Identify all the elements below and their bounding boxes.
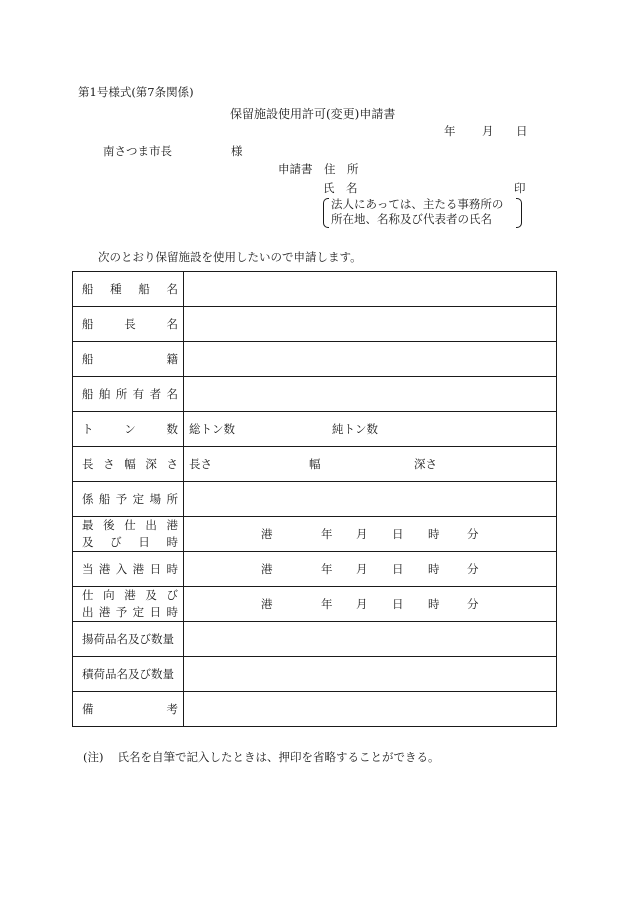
row-label-char: 長 bbox=[124, 316, 136, 331]
date-day: 日 bbox=[516, 124, 528, 138]
row-label-char: 船 bbox=[82, 316, 94, 331]
row-label-char: 備 bbox=[82, 701, 94, 716]
row-label-char: 船 bbox=[82, 281, 94, 296]
corporate-note-line-1: 法人にあっては、主たる事務所の bbox=[331, 197, 504, 211]
table-row bbox=[73, 517, 557, 552]
row-label-line bbox=[82, 491, 178, 508]
row-value-field[interactable] bbox=[184, 412, 557, 447]
row-value-label: 港 bbox=[261, 562, 273, 576]
corporate-note bbox=[323, 197, 503, 227]
row-value-label: 年 bbox=[321, 597, 333, 611]
row-value-field[interactable] bbox=[184, 307, 557, 342]
row-label-char: び bbox=[110, 535, 122, 549]
row-label-line bbox=[82, 534, 178, 551]
row-value-label: 年 bbox=[321, 562, 333, 576]
addressee-name: 南さつま市長 bbox=[103, 144, 172, 158]
row-label-char: 出 bbox=[145, 518, 157, 532]
row-value-label: 分 bbox=[467, 597, 479, 611]
row-label-char: 定 bbox=[132, 605, 145, 619]
row-value-label: 時 bbox=[428, 527, 440, 541]
row-value-label: 月 bbox=[356, 527, 368, 541]
row-label-line bbox=[82, 456, 178, 473]
application-table bbox=[72, 271, 557, 727]
row-value-field[interactable] bbox=[184, 377, 557, 412]
form-number: 第1号様式(第7条関係) bbox=[78, 85, 194, 99]
row-value-label: 年 bbox=[321, 527, 333, 541]
applicant-address-label: 申請書 住 所 bbox=[278, 162, 359, 176]
row-label-line bbox=[82, 561, 178, 578]
applicant-name-label: 氏 名 bbox=[323, 181, 358, 195]
row-label-line bbox=[82, 604, 178, 621]
table-row bbox=[73, 412, 557, 447]
row-label-char: 場 bbox=[149, 491, 162, 506]
row-label-char: 入 bbox=[115, 561, 128, 576]
row-label-char: 予 bbox=[115, 491, 128, 506]
table-row bbox=[73, 377, 557, 412]
row-label-line bbox=[82, 666, 178, 683]
row-label-char: さ bbox=[166, 456, 178, 471]
row-label-char: 時 bbox=[166, 605, 178, 619]
row-label bbox=[73, 657, 184, 692]
row-label-char: 仕 bbox=[124, 518, 136, 532]
row-value-field[interactable] bbox=[184, 657, 557, 692]
table-row bbox=[73, 587, 557, 622]
row-label bbox=[73, 552, 184, 587]
row-label-char: 舶 bbox=[98, 386, 111, 401]
row-value-field[interactable] bbox=[184, 587, 557, 622]
row-label-char: 出 bbox=[82, 605, 94, 619]
row-label-char: 名 bbox=[166, 316, 178, 331]
row-label-char: 仕 bbox=[82, 588, 94, 602]
footnote-text: 氏名を自筆で記入したときは、押印を省略することができる。 bbox=[117, 750, 440, 764]
row-value-label: 月 bbox=[356, 597, 368, 611]
row-value-field[interactable] bbox=[184, 552, 557, 587]
row-label-char: 定 bbox=[132, 491, 145, 506]
table-row bbox=[73, 342, 557, 377]
row-label-char: 予 bbox=[115, 605, 128, 619]
corporate-note-line-2: 所在地、名称及び代表者の氏名 bbox=[331, 212, 492, 226]
row-value-label: 時 bbox=[428, 562, 440, 576]
table-row bbox=[73, 692, 557, 727]
row-value-label: 日 bbox=[392, 597, 404, 611]
row-label-char: 船 bbox=[82, 351, 94, 366]
row-label-line bbox=[82, 701, 178, 718]
row-label-char: 港 bbox=[166, 518, 178, 532]
table-row bbox=[73, 552, 557, 587]
row-label-line bbox=[82, 281, 178, 298]
row-label-char: ト bbox=[82, 421, 94, 436]
row-label-char: 揚荷品名及び数量 bbox=[82, 631, 174, 646]
row-label bbox=[73, 622, 184, 657]
row-label-char: 幅 bbox=[124, 456, 136, 471]
row-value-label: 長さ bbox=[189, 457, 212, 471]
row-label-char: 名 bbox=[166, 281, 178, 296]
row-value-label: 日 bbox=[392, 527, 404, 541]
row-label-char: 日 bbox=[149, 605, 162, 619]
row-label bbox=[73, 307, 184, 342]
row-label-char: さ bbox=[103, 456, 115, 471]
row-value-label: 深さ bbox=[414, 457, 437, 471]
row-value-label: 純トン数 bbox=[332, 422, 378, 436]
table-row bbox=[73, 272, 557, 307]
row-value-label: 日 bbox=[392, 562, 404, 576]
row-label-char: 港 bbox=[98, 561, 111, 576]
row-value-field[interactable] bbox=[184, 622, 557, 657]
row-label-char: 数 bbox=[166, 421, 178, 436]
bracket-left bbox=[323, 198, 329, 228]
row-value-field[interactable] bbox=[184, 517, 557, 552]
row-label-line bbox=[82, 316, 178, 333]
row-value-field[interactable] bbox=[184, 692, 557, 727]
row-value-field[interactable] bbox=[184, 342, 557, 377]
addressee bbox=[103, 143, 243, 159]
row-label-line bbox=[82, 631, 178, 648]
row-value-label: 分 bbox=[467, 562, 479, 576]
row-label-char: 港 bbox=[132, 561, 145, 576]
row-label-char: 深 bbox=[145, 456, 157, 471]
row-label-char: 港 bbox=[98, 605, 111, 619]
row-label bbox=[73, 377, 184, 412]
row-label bbox=[73, 272, 184, 307]
row-label-char: 長 bbox=[82, 456, 94, 471]
row-value-label: 港 bbox=[261, 597, 273, 611]
intro-text: 次のとおり保留施設を使用したいので申請します。 bbox=[98, 250, 362, 264]
table-row bbox=[73, 482, 557, 517]
row-label-char: 最 bbox=[82, 518, 94, 532]
document-title: 保留施設使用許可(変更)申請書 bbox=[230, 107, 396, 121]
row-label-line bbox=[82, 587, 178, 604]
table-row bbox=[73, 307, 557, 342]
date-year: 年 bbox=[444, 124, 456, 138]
row-label-char: び bbox=[166, 588, 178, 602]
row-label-line bbox=[82, 517, 178, 534]
row-label-char: 及 bbox=[82, 535, 94, 549]
row-label-char: 有 bbox=[132, 386, 145, 401]
seal-mark: 印 bbox=[514, 181, 526, 195]
row-label-char: 所 bbox=[166, 491, 178, 506]
row-label-char: 時 bbox=[166, 535, 178, 549]
row-label bbox=[73, 342, 184, 377]
row-label-char: 籍 bbox=[166, 351, 178, 366]
row-label-line bbox=[82, 421, 178, 438]
row-label-char: 及 bbox=[145, 588, 157, 602]
row-label-char: ン bbox=[124, 421, 136, 436]
row-label-char: 種 bbox=[110, 281, 122, 296]
row-label-char: 向 bbox=[103, 588, 115, 602]
row-label bbox=[73, 692, 184, 727]
row-value-label: 月 bbox=[356, 562, 368, 576]
row-label-char: 所 bbox=[115, 386, 128, 401]
row-label-char: 船 bbox=[98, 491, 111, 506]
row-label-char: 港 bbox=[124, 588, 136, 602]
row-label-line bbox=[82, 351, 178, 368]
row-label-char: 船 bbox=[82, 386, 94, 401]
row-label-char: 積荷品名及び数量 bbox=[82, 666, 174, 681]
row-label-char: 者 bbox=[149, 386, 162, 401]
table-row bbox=[73, 447, 557, 482]
row-value-field[interactable] bbox=[184, 447, 557, 482]
row-value-label: 時 bbox=[428, 597, 440, 611]
row-label-char: 名 bbox=[166, 386, 178, 401]
table-row bbox=[73, 657, 557, 692]
row-label bbox=[73, 587, 184, 622]
row-label bbox=[73, 482, 184, 517]
row-label bbox=[73, 412, 184, 447]
row-label-char: 日 bbox=[138, 535, 150, 549]
row-value-label: 総トン数 bbox=[189, 422, 235, 436]
row-label bbox=[73, 517, 184, 552]
row-label bbox=[73, 447, 184, 482]
footnote bbox=[83, 749, 439, 765]
row-label-char: 船 bbox=[138, 281, 150, 296]
row-label-char: 当 bbox=[82, 561, 94, 576]
row-label-line bbox=[82, 386, 178, 403]
row-value-label: 分 bbox=[467, 527, 479, 541]
bracket-right bbox=[516, 198, 522, 228]
row-value-label: 幅 bbox=[309, 457, 321, 471]
row-label-char: 係 bbox=[82, 491, 94, 506]
addressee-honorific: 様 bbox=[231, 144, 243, 158]
row-label-char: 後 bbox=[103, 518, 115, 532]
row-label-char: 日 bbox=[149, 561, 162, 576]
row-value-field[interactable] bbox=[184, 482, 557, 517]
footnote-mark: (注) bbox=[83, 750, 104, 764]
row-label-char: 時 bbox=[166, 561, 178, 576]
date-month: 月 bbox=[482, 124, 494, 138]
row-value-label: 港 bbox=[261, 527, 273, 541]
row-value-field[interactable] bbox=[184, 272, 557, 307]
row-label-char: 考 bbox=[166, 701, 178, 716]
table-row bbox=[73, 622, 557, 657]
